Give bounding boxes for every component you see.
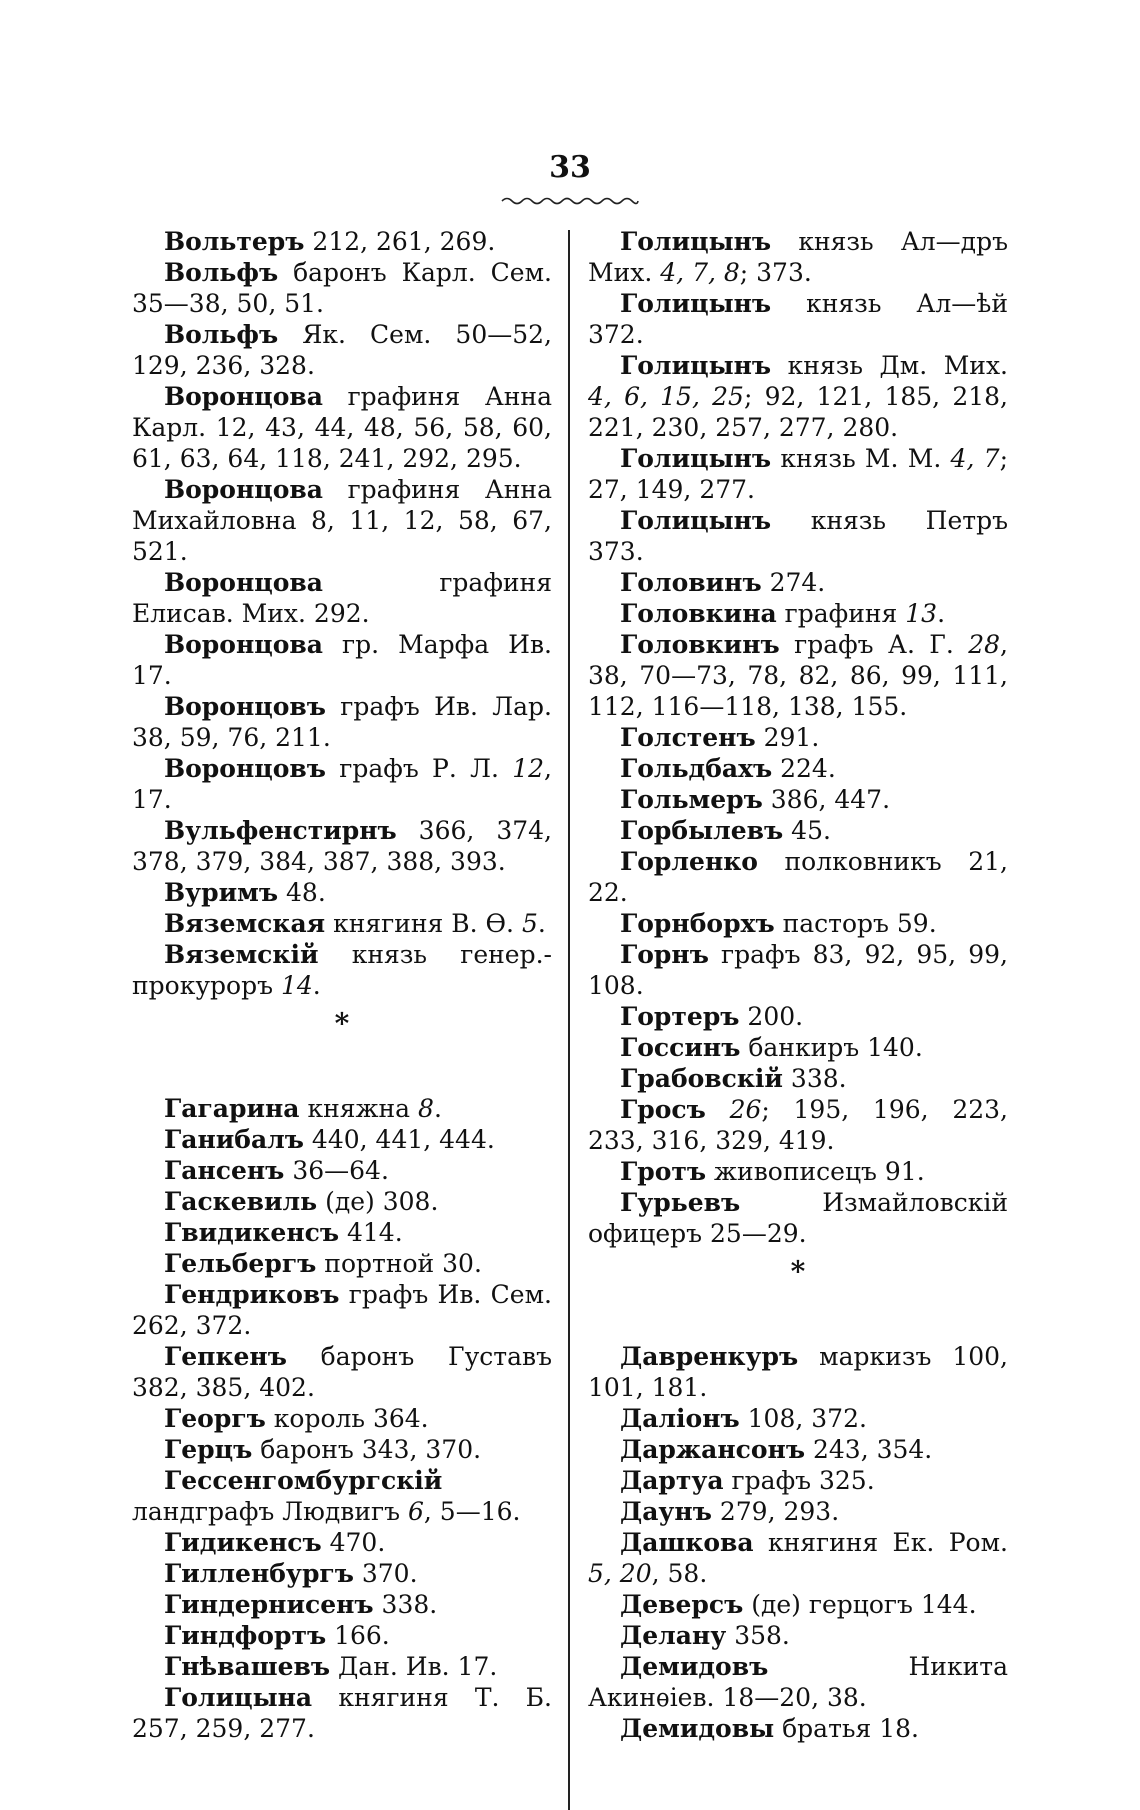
index-entry — [588, 939, 1008, 1001]
entry-name: Гельбергъ — [164, 1249, 317, 1278]
entry-refs-tail: , 38, 70—73, 78, 82, 86, 99, 111, 112, 116—118, 138, 155. — [588, 630, 1008, 721]
entry-name: Гольмеръ — [620, 785, 763, 814]
entry-refs: графъ 325. — [723, 1466, 875, 1495]
entry-refs-tail: ; 27, 149, 277. — [588, 444, 1008, 504]
entry-italic-refs: 13 — [905, 599, 938, 628]
entry-refs: графиня Анна Михайловна 8, 11, 12, 58, 67, 521. — [132, 475, 552, 566]
entry-name: Воронцова — [164, 630, 323, 659]
entry-italic-refs: 5, 20 — [588, 1559, 652, 1588]
index-entry — [132, 226, 552, 257]
entry-refs: князь генер.-прокуроръ — [132, 940, 552, 1000]
entry-name: Горбылевъ — [620, 816, 784, 845]
index-entry — [132, 1682, 552, 1744]
entry-refs: княгиня В. Ѳ. — [325, 909, 522, 938]
entry-refs: графъ Ив. Лар. 38, 59, 76, 211. — [132, 692, 552, 752]
index-group-g-cont — [588, 226, 1008, 1249]
entry-name: Вольфъ — [164, 258, 279, 287]
entry-refs: король 364. — [265, 1404, 429, 1433]
entry-refs: пасторъ 59. — [774, 909, 937, 938]
entry-refs-tail: . — [312, 971, 321, 1000]
index-entry — [132, 908, 552, 939]
entry-refs — [706, 1095, 730, 1124]
entry-refs-tail: ; 195, 196, 223, 233, 316, 329, 419. — [588, 1095, 1008, 1155]
entry-refs: княгиня Т. Б. 257, 259, 277. — [132, 1683, 552, 1743]
entry-name: Дартуа — [620, 1466, 724, 1495]
entry-name: Горнъ — [620, 940, 709, 969]
entry-refs: банкиръ 140. — [740, 1033, 923, 1062]
index-entry — [132, 815, 552, 877]
entry-name: Воронцова — [164, 568, 323, 597]
entry-refs: Измайловскій офицеръ 25—29. — [588, 1188, 1008, 1248]
index-entry — [588, 1403, 1008, 1434]
entry-name: Голицынъ — [620, 227, 772, 256]
entry-refs: 48. — [278, 878, 326, 907]
entry-refs: 470. — [321, 1528, 386, 1557]
index-entry — [588, 1496, 1008, 1527]
index-entry — [588, 1620, 1008, 1651]
entry-name: Гидикенсъ — [164, 1528, 322, 1557]
entry-refs: баронъ 343, 370. — [252, 1435, 482, 1464]
index-entry — [588, 443, 1008, 505]
index-column-left — [132, 226, 552, 1744]
entry-italic-refs: 12 — [512, 754, 545, 783]
index-entry — [588, 505, 1008, 567]
index-entry — [588, 350, 1008, 443]
entry-name: Деверсъ — [620, 1590, 744, 1619]
entry-refs-tail: . — [433, 1094, 442, 1123]
entry-name: Гурьевъ — [620, 1188, 741, 1217]
index-entry — [588, 1001, 1008, 1032]
entry-name: Вольфъ — [164, 320, 279, 349]
entry-refs: 338. — [782, 1064, 847, 1093]
entry-refs: 338. — [373, 1590, 438, 1619]
column-divider — [568, 230, 570, 1810]
entry-name: Давренкуръ — [620, 1342, 799, 1371]
index-entry — [132, 1093, 552, 1124]
index-entry — [588, 1187, 1008, 1249]
entry-italic-refs: 5 — [521, 909, 538, 938]
index-entry — [588, 226, 1008, 288]
entry-name: Головкинъ — [620, 630, 780, 659]
entry-name: Голицынъ — [620, 444, 772, 473]
index-entry — [588, 1651, 1008, 1713]
entry-name: Гаскевиль — [164, 1187, 318, 1216]
index-group-v — [132, 226, 552, 1001]
index-entry — [132, 753, 552, 815]
entry-refs: 243, 354. — [805, 1435, 933, 1464]
section-separator: * — [790, 1255, 806, 1288]
entry-name: Гиндернисенъ — [164, 1590, 374, 1619]
index-entry — [132, 1279, 552, 1341]
entry-name: Гансенъ — [164, 1156, 285, 1185]
entry-name: Голицынъ — [620, 506, 772, 535]
entry-name: Вуримъ — [164, 878, 279, 907]
entry-name: Головкина — [620, 599, 777, 628]
entry-refs: 224. — [772, 754, 836, 783]
entry-refs: живописецъ 91. — [706, 1157, 925, 1186]
index-entry — [588, 815, 1008, 846]
index-entry — [132, 1465, 552, 1527]
index-entry — [588, 598, 1008, 629]
index-entry — [588, 722, 1008, 753]
index-entry — [132, 567, 552, 629]
index-entry — [132, 629, 552, 691]
index-entry — [132, 1558, 552, 1589]
entry-refs: 370. — [353, 1559, 418, 1588]
entry-refs: Никита Акинѳіев. 18—20, 38. — [588, 1652, 1008, 1712]
entry-name: Гротъ — [620, 1157, 707, 1186]
index-entry — [588, 1465, 1008, 1496]
entry-refs: 279, 293. — [711, 1497, 840, 1526]
index-group-d — [588, 1341, 1008, 1744]
entry-name: Вульфенстирнъ — [164, 816, 397, 845]
index-entry — [588, 629, 1008, 722]
entry-refs-tail: , 58. — [651, 1559, 708, 1588]
entry-name: Горленко — [620, 847, 758, 876]
index-entry — [132, 691, 552, 753]
entry-refs: княжна — [299, 1094, 419, 1123]
entry-italic-refs: 28 — [968, 630, 1001, 659]
entry-name: Гиндфортъ — [164, 1621, 327, 1650]
index-entry — [588, 1589, 1008, 1620]
entry-italic-refs: 6 — [407, 1497, 424, 1526]
index-entry — [132, 1403, 552, 1434]
entry-name: Голицына — [164, 1683, 313, 1712]
section-separator: * — [334, 1007, 350, 1040]
index-entry — [588, 908, 1008, 939]
entry-refs: графиня Елисав. Мих. 292. — [132, 568, 552, 628]
entry-refs: 36—64. — [284, 1156, 389, 1185]
entry-refs-tail: , 17. — [132, 754, 552, 814]
entry-name: Вольтеръ — [164, 227, 305, 256]
entry-refs: 440, 441, 444. — [303, 1125, 495, 1154]
index-entry — [132, 1651, 552, 1682]
wavy-ornament — [500, 194, 640, 208]
entry-refs: Як. Сем. 50—52, 129, 236, 328. — [132, 320, 552, 380]
index-entry — [132, 1186, 552, 1217]
entry-refs: 358. — [726, 1621, 790, 1650]
index-entry — [132, 474, 552, 567]
entry-name: Гвидикенсъ — [164, 1218, 340, 1247]
index-entry — [132, 1124, 552, 1155]
entry-italic-refs: 14 — [280, 971, 313, 1000]
entry-name: Грабовскій — [620, 1064, 783, 1093]
index-entry — [132, 939, 552, 1001]
index-entry — [132, 1620, 552, 1651]
entry-name: Воронцовъ — [164, 754, 326, 783]
entry-italic-refs: 4, 7 — [950, 444, 1000, 473]
entry-refs: гр. Марфа Ив. 17. — [132, 630, 552, 690]
entry-refs: 386, 447. — [762, 785, 891, 814]
entry-refs-tail: . — [537, 909, 546, 938]
entry-refs: (де) герцогъ 144. — [743, 1590, 977, 1619]
entry-name: Воронцова — [164, 382, 323, 411]
entry-refs: ландграфъ Людвигъ — [132, 1497, 408, 1526]
entry-name: Вяземская — [164, 909, 326, 938]
entry-refs: 291. — [755, 723, 820, 752]
entry-refs: полковникъ 21, 22. — [588, 847, 1008, 907]
entry-name: Голицынъ — [620, 351, 772, 380]
entry-refs: князь Дм. Мих. — [771, 351, 1008, 380]
index-entry — [588, 567, 1008, 598]
entry-name: Гросъ — [620, 1095, 706, 1124]
entry-name: Гилленбургъ — [164, 1559, 354, 1588]
entry-name: Госсинъ — [620, 1033, 741, 1062]
entry-refs: графъ Ив. Сем. 262, 372. — [132, 1280, 552, 1340]
entry-name: Гнѣвашевъ — [164, 1652, 331, 1681]
index-entry — [132, 381, 552, 474]
entry-name: Даліонъ — [620, 1404, 740, 1433]
entry-refs: графъ Р. Л. — [325, 754, 513, 783]
entry-name: Головинъ — [620, 568, 762, 597]
entry-refs: 212, 261, 269. — [304, 227, 496, 256]
entry-refs: княгиня Ек. Ром. — [753, 1528, 1008, 1557]
entry-refs-tail: , 5—16. — [423, 1497, 521, 1526]
index-entry — [588, 1527, 1008, 1589]
entry-refs: 366, 374, 378, 379, 384, 387, 388, 393. — [132, 816, 552, 876]
index-column-right — [588, 226, 1008, 1744]
entry-name: Голстенъ — [620, 723, 756, 752]
entry-name: Даржансонъ — [620, 1435, 806, 1464]
entry-refs: князь Ал—дръ Мих. — [588, 227, 1008, 287]
entry-refs: графъ 83, 92, 95, 99, 108. — [588, 940, 1008, 1000]
index-entry — [588, 1713, 1008, 1744]
entry-name: Дашкова — [620, 1528, 754, 1557]
entry-refs: князь Петръ 373. — [588, 506, 1008, 566]
entry-name: Воронцовъ — [164, 692, 326, 721]
index-entry — [588, 1156, 1008, 1187]
index-entry — [132, 319, 552, 381]
entry-name: Георгъ — [164, 1404, 266, 1433]
entry-name: Гендриковъ — [164, 1280, 340, 1309]
index-entry — [588, 784, 1008, 815]
entry-name: Ганибалъ — [164, 1125, 304, 1154]
entry-name: Герцъ — [164, 1435, 253, 1464]
index-entry — [588, 1341, 1008, 1403]
index-entry — [588, 1063, 1008, 1094]
entry-italic-refs: 8 — [418, 1094, 434, 1123]
entry-refs: баронъ Карл. Сем. 35—38, 50, 51. — [132, 258, 552, 318]
entry-refs: Дан. Ив. 17. — [330, 1652, 498, 1681]
entry-name: Горнборхъ — [620, 909, 775, 938]
entry-name: Вяземскій — [164, 940, 319, 969]
index-group-g — [132, 1093, 552, 1744]
entry-name: Гольдбахъ — [620, 754, 773, 783]
index-entry — [132, 257, 552, 319]
entry-italic-refs: 4, 7, 8 — [660, 258, 740, 287]
entry-name: Делану — [620, 1621, 727, 1650]
index-entry — [132, 1155, 552, 1186]
entry-name: Гагарина — [164, 1094, 300, 1123]
index-entry — [588, 1094, 1008, 1156]
entry-name: Воронцова — [164, 475, 323, 504]
entry-italic-refs: 26 — [729, 1095, 762, 1124]
index-entry — [588, 753, 1008, 784]
entry-name: Голицынъ — [620, 289, 772, 318]
entry-refs: 45. — [783, 816, 831, 845]
index-entry — [588, 846, 1008, 908]
index-entry — [132, 877, 552, 908]
index-entry — [588, 1032, 1008, 1063]
entry-refs: 274. — [761, 568, 826, 597]
entry-refs: (де) 308. — [317, 1187, 439, 1216]
entry-name: Даунъ — [620, 1497, 712, 1526]
index-entry — [588, 288, 1008, 350]
entry-refs: графиня — [776, 599, 906, 628]
entry-refs: 414. — [339, 1218, 403, 1247]
entry-refs-tail: ; 373. — [739, 258, 812, 287]
entry-refs: 166. — [326, 1621, 390, 1650]
entry-name: Гортеръ — [620, 1002, 740, 1031]
index-entry — [132, 1434, 552, 1465]
entry-refs: 108, 372. — [739, 1404, 867, 1433]
entry-refs: портной 30. — [316, 1249, 482, 1278]
index-entry — [132, 1589, 552, 1620]
entry-name: Гепкенъ — [164, 1342, 287, 1371]
entry-refs: князь Ал—ѣй 372. — [588, 289, 1008, 349]
entry-refs-tail: . — [937, 599, 946, 628]
entry-refs: графиня Анна Карл. 12, 43, 44, 48, 56, 58, 60, 61, 63, 64, 118, 241, 292, 295. — [132, 382, 552, 473]
entry-refs: маркизъ 100, 101, 181. — [588, 1342, 1008, 1402]
entry-refs: 200. — [739, 1002, 804, 1031]
page-number: 33 — [549, 150, 591, 185]
index-entry — [588, 1434, 1008, 1465]
index-entry — [132, 1527, 552, 1558]
entry-italic-refs: 4, 6, 15, 25 — [588, 382, 744, 411]
entry-refs: князь М. М. — [771, 444, 951, 473]
entry-name: Гессенгомбургскій — [164, 1466, 443, 1495]
index-entry — [132, 1248, 552, 1279]
entry-refs: братья 18. — [774, 1714, 919, 1743]
entry-name: Демидовы — [620, 1714, 775, 1743]
index-entry — [132, 1217, 552, 1248]
entry-refs-tail: ; 92, 121, 185, 218, 221, 230, 257, 277, 280. — [588, 382, 1008, 442]
entry-refs: баронъ Густавъ 382, 385, 402. — [132, 1342, 552, 1402]
index-entry — [132, 1341, 552, 1403]
entry-refs: графъ А. Г. — [779, 630, 969, 659]
entry-name: Демидовъ — [620, 1652, 769, 1681]
